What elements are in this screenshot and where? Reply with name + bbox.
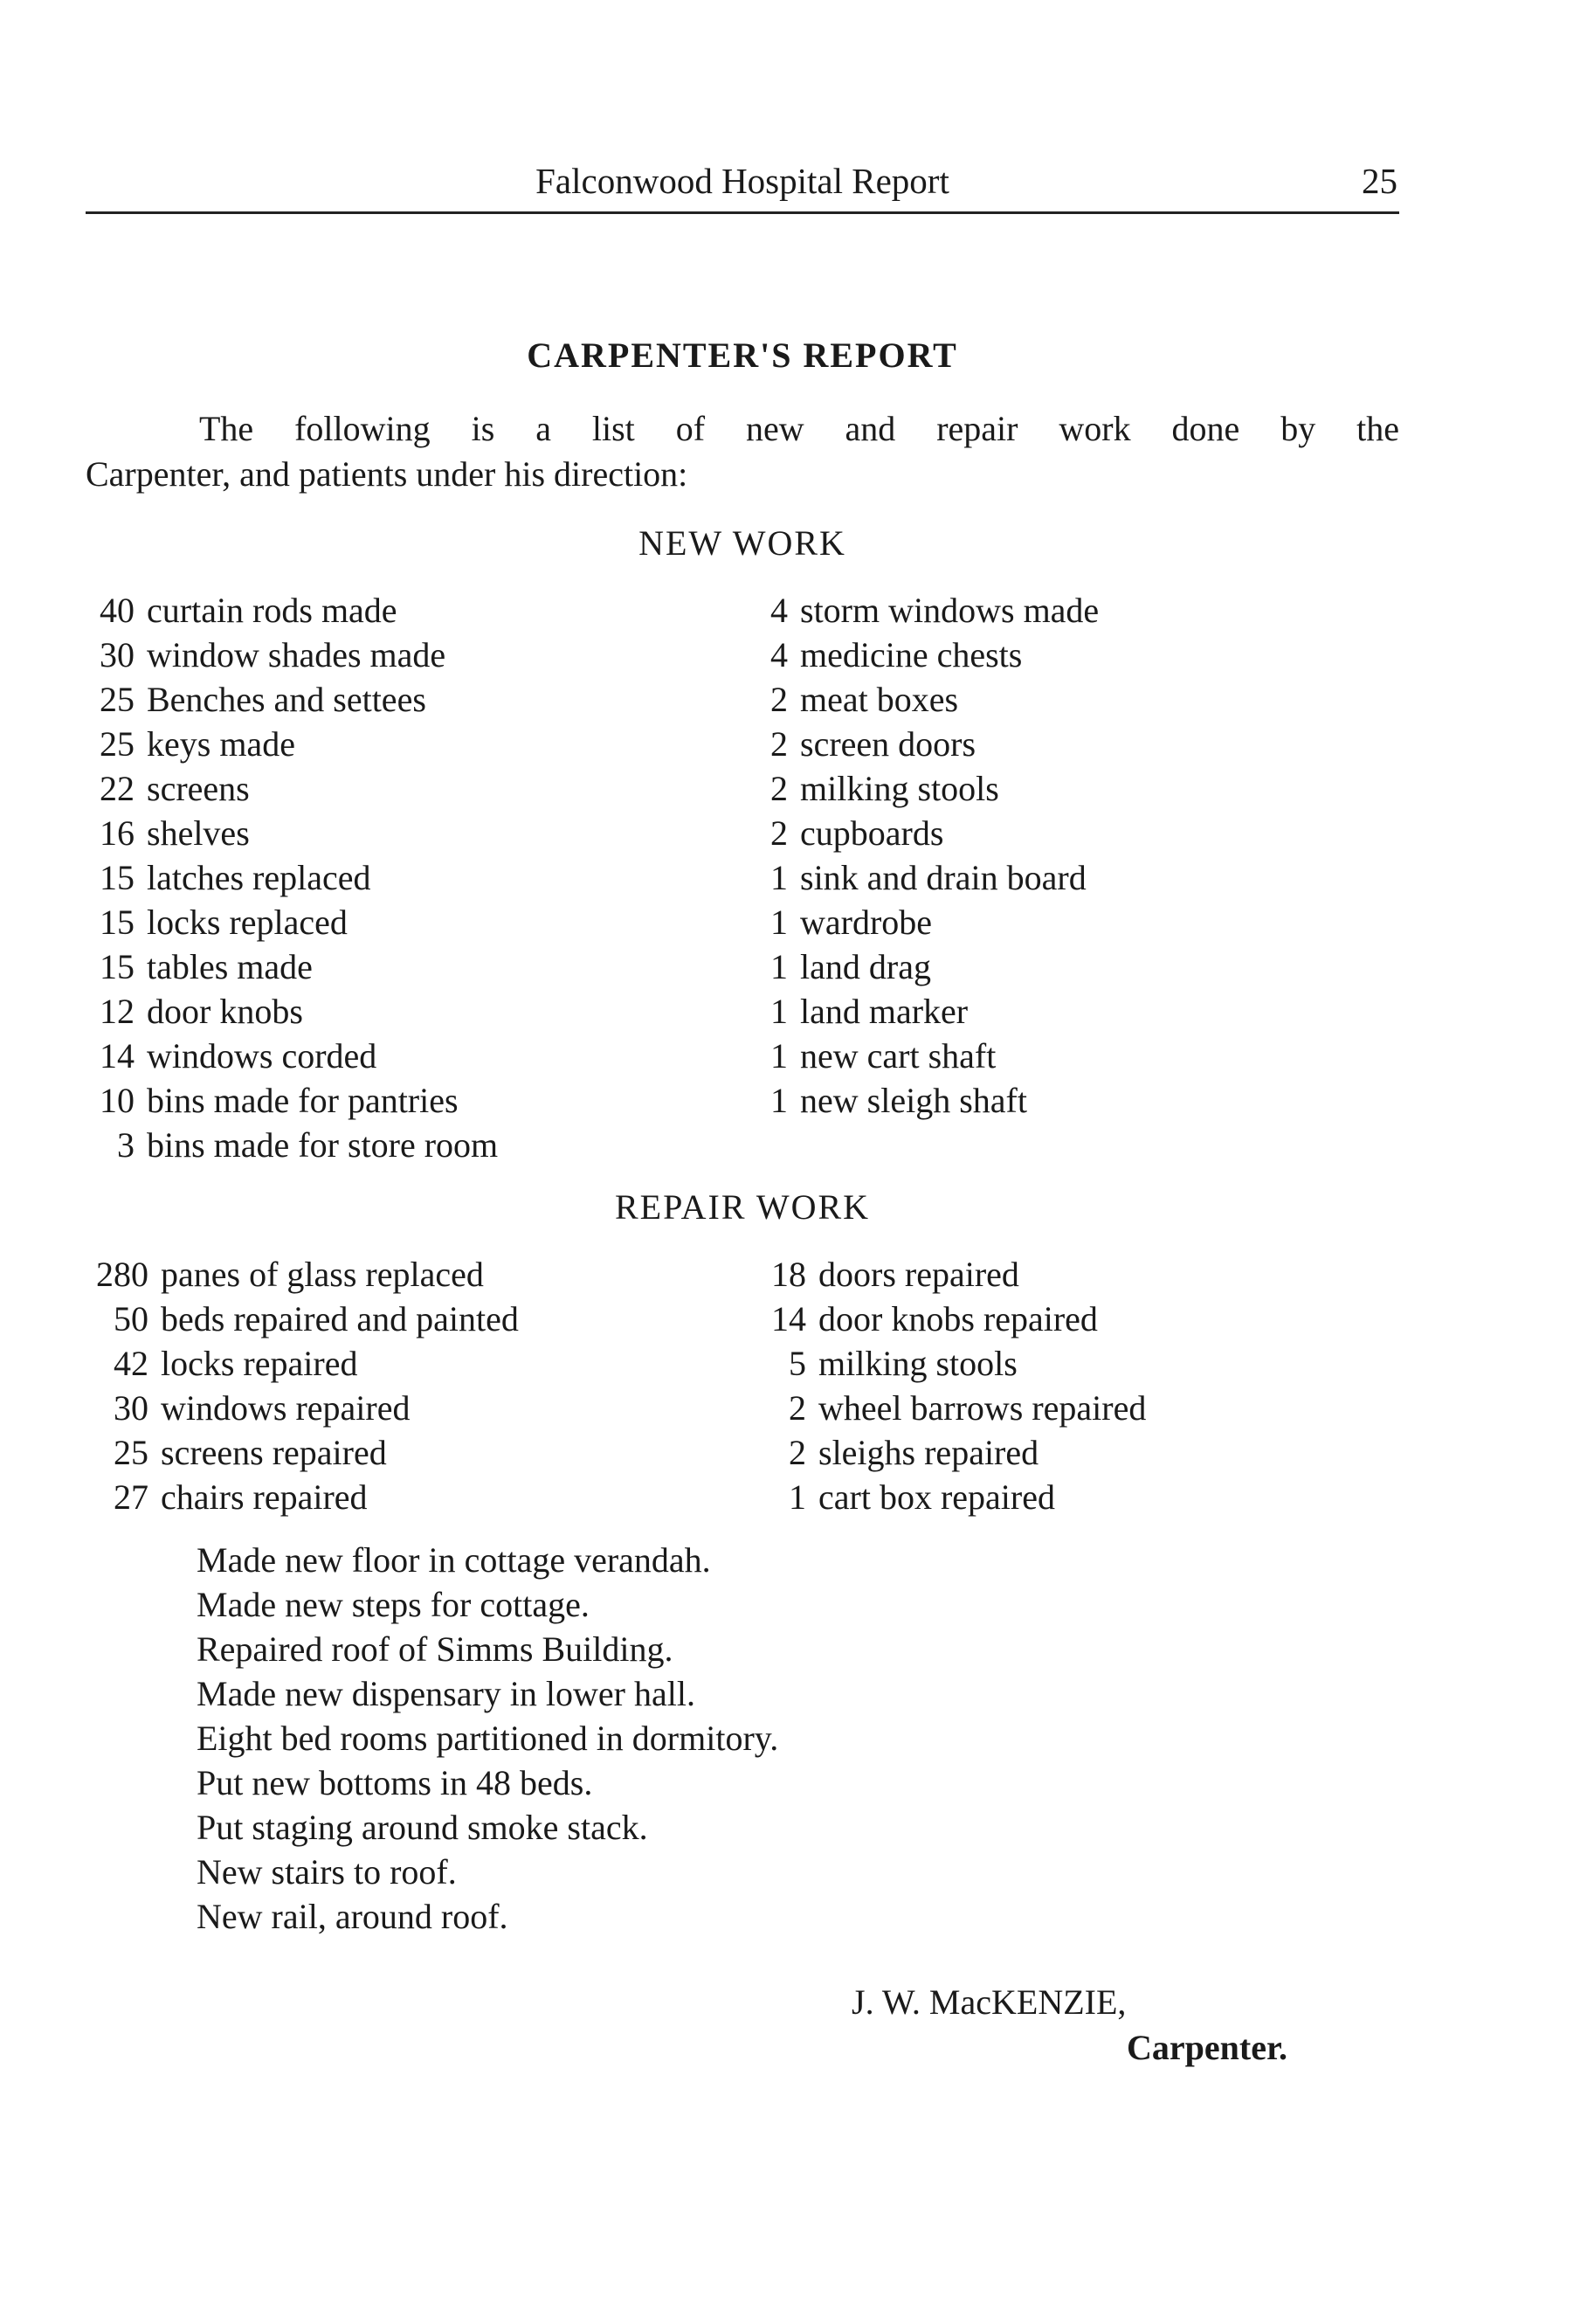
item-description: beds repaired and painted: [161, 1299, 519, 1338]
list-item: [80, 633, 498, 677]
running-title: Falconwood Hospital Report: [535, 161, 949, 201]
item-quantity: 15: [100, 858, 135, 897]
list-item: [742, 1430, 1146, 1475]
item-description: locks replaced: [147, 903, 348, 942]
list-item: [742, 633, 1099, 677]
note-line: Put staging around smoke stack.: [197, 1808, 648, 1847]
item-description: window shades made: [147, 635, 446, 674]
list-item: [80, 588, 498, 633]
item-description: new sleigh shaft: [800, 1081, 1027, 1120]
note-line: Eight bed rooms partitioned in dormitory.: [197, 1719, 779, 1758]
item-description: milking stools: [800, 769, 999, 808]
item-description: locks repaired: [161, 1344, 358, 1383]
list-item: [80, 766, 498, 811]
item-quantity: 3: [117, 1125, 135, 1165]
item-quantity: 14: [771, 1299, 806, 1338]
list-item: [80, 1252, 519, 1297]
list-item: [742, 722, 1099, 766]
item-quantity: 2: [789, 1433, 806, 1472]
item-description: panes of glass replaced: [161, 1255, 484, 1294]
list-item: [80, 1475, 519, 1519]
list-item: [80, 677, 498, 722]
item-quantity: 12: [100, 992, 135, 1031]
note-line: Put new bottoms in 48 beds.: [197, 1763, 593, 1802]
additional-work-notes: [197, 1538, 778, 1939]
item-description: wheel barrows repaired: [818, 1388, 1147, 1428]
note-line: New stairs to roof.: [197, 1852, 457, 1892]
list-item: [742, 1078, 1099, 1123]
page-number: 25: [1362, 161, 1397, 201]
item-quantity: 4: [770, 635, 788, 674]
new-work-left-list: [80, 588, 498, 1167]
list-item: [80, 855, 498, 900]
list-item: [742, 677, 1099, 722]
list-item: [80, 811, 498, 855]
item-description: medicine chests: [800, 635, 1023, 674]
repair-work-right-list: [742, 1252, 1146, 1519]
page-header: [86, 159, 1399, 214]
list-item: [742, 944, 1099, 989]
item-quantity: 22: [100, 769, 135, 808]
list-item: [742, 900, 1099, 944]
repair-work-heading: REPAIR WORK: [614, 1187, 871, 1227]
list-item: [80, 1034, 498, 1078]
item-description: land marker: [800, 992, 969, 1031]
signature-name: J. W. MacKENZIE,: [852, 1982, 1127, 2022]
item-description: windows corded: [147, 1036, 377, 1076]
intro-line-2: Carpenter, and patients under his direction:: [86, 454, 688, 494]
list-item: [742, 1034, 1099, 1078]
item-quantity: 1: [770, 1036, 788, 1076]
note-line: Made new dispensary in lower hall.: [197, 1674, 695, 1713]
item-description: milking stools: [818, 1344, 1018, 1383]
item-quantity: 1: [770, 858, 788, 897]
item-quantity: 18: [771, 1255, 806, 1294]
item-quantity: 15: [100, 947, 135, 986]
item-description: door knobs: [147, 992, 303, 1031]
list-item: [742, 1252, 1146, 1297]
item-quantity: 1: [770, 903, 788, 942]
note-line: Repaired roof of Simms Building.: [197, 1629, 673, 1669]
item-description: doors repaired: [818, 1255, 1019, 1294]
item-description: meat boxes: [800, 680, 959, 719]
repair-work-left-list: [80, 1252, 519, 1519]
item-quantity: 1: [770, 1081, 788, 1120]
item-quantity: 2: [770, 769, 788, 808]
list-item: [742, 1475, 1146, 1519]
item-quantity: 25: [100, 680, 135, 719]
item-description: keys made: [147, 724, 295, 764]
item-description: door knobs repaired: [818, 1299, 1098, 1338]
item-description: new cart shaft: [800, 1036, 997, 1076]
item-quantity: 2: [770, 724, 788, 764]
intro-paragraph: [86, 406, 1399, 497]
item-quantity: 4: [770, 591, 788, 630]
list-item: [80, 944, 498, 989]
item-description: tables made: [147, 947, 313, 986]
list-item: [80, 900, 498, 944]
item-description: curtain rods made: [147, 591, 397, 630]
list-item: [80, 989, 498, 1034]
item-description: screens: [147, 769, 250, 808]
item-quantity: 27: [114, 1477, 148, 1517]
item-description: Benches and settees: [147, 680, 426, 719]
list-item: [80, 1297, 519, 1341]
new-work-heading: NEW WORK: [638, 523, 846, 563]
item-quantity: 2: [770, 813, 788, 853]
item-quantity: 42: [114, 1344, 148, 1383]
item-description: wardrobe: [800, 903, 933, 942]
item-quantity: 2: [770, 680, 788, 719]
item-description: latches replaced: [147, 858, 371, 897]
item-description: sleighs repaired: [818, 1433, 1039, 1472]
item-quantity: 25: [100, 724, 135, 764]
item-quantity: 30: [100, 635, 135, 674]
list-item: [742, 855, 1099, 900]
item-description: cart box repaired: [818, 1477, 1055, 1517]
item-quantity: 1: [770, 992, 788, 1031]
item-description: screen doors: [800, 724, 976, 764]
item-quantity: 15: [100, 903, 135, 942]
item-quantity: 2: [789, 1388, 806, 1428]
item-description: chairs repaired: [161, 1477, 368, 1517]
signature-title: Carpenter.: [1127, 2028, 1288, 2067]
new-work-right-list: [742, 588, 1099, 1123]
list-item: [742, 766, 1099, 811]
item-description: bins made for store room: [147, 1125, 499, 1165]
list-item: [80, 1386, 519, 1430]
item-quantity: 1: [789, 1477, 806, 1517]
list-item: [80, 1430, 519, 1475]
item-quantity: 280: [96, 1255, 148, 1294]
note-line: Made new steps for cottage.: [197, 1585, 590, 1624]
item-description: cupboards: [800, 813, 944, 853]
item-quantity: 1: [770, 947, 788, 986]
intro-line-1: The following is a list of new and repair work done by the: [199, 409, 1399, 448]
list-item: [742, 1297, 1146, 1341]
list-item: [742, 1386, 1146, 1430]
list-item: [742, 989, 1099, 1034]
list-item: [742, 588, 1099, 633]
list-item: [80, 1078, 498, 1123]
item-quantity: 16: [100, 813, 135, 853]
list-item: [742, 811, 1099, 855]
item-quantity: 50: [114, 1299, 148, 1338]
list-item: [742, 1341, 1146, 1386]
report-title: CARPENTER'S REPORT: [527, 335, 958, 375]
item-quantity: 14: [100, 1036, 135, 1076]
item-description: storm windows made: [800, 591, 1100, 630]
item-description: land drag: [800, 947, 931, 986]
item-description: windows repaired: [161, 1388, 411, 1428]
item-description: shelves: [147, 813, 250, 853]
note-line: New rail, around roof.: [197, 1897, 508, 1936]
list-item: [80, 722, 498, 766]
item-description: screens repaired: [161, 1433, 387, 1472]
item-quantity: 40: [100, 591, 135, 630]
item-quantity: 25: [114, 1433, 148, 1472]
item-quantity: 5: [789, 1344, 806, 1383]
item-quantity: 10: [100, 1081, 135, 1120]
item-description: sink and drain board: [800, 858, 1087, 897]
item-description: bins made for pantries: [147, 1081, 459, 1120]
note-line: Made new floor in cottage verandah.: [197, 1540, 711, 1580]
list-item: [80, 1341, 519, 1386]
list-item: [80, 1123, 498, 1167]
item-quantity: 30: [114, 1388, 148, 1428]
